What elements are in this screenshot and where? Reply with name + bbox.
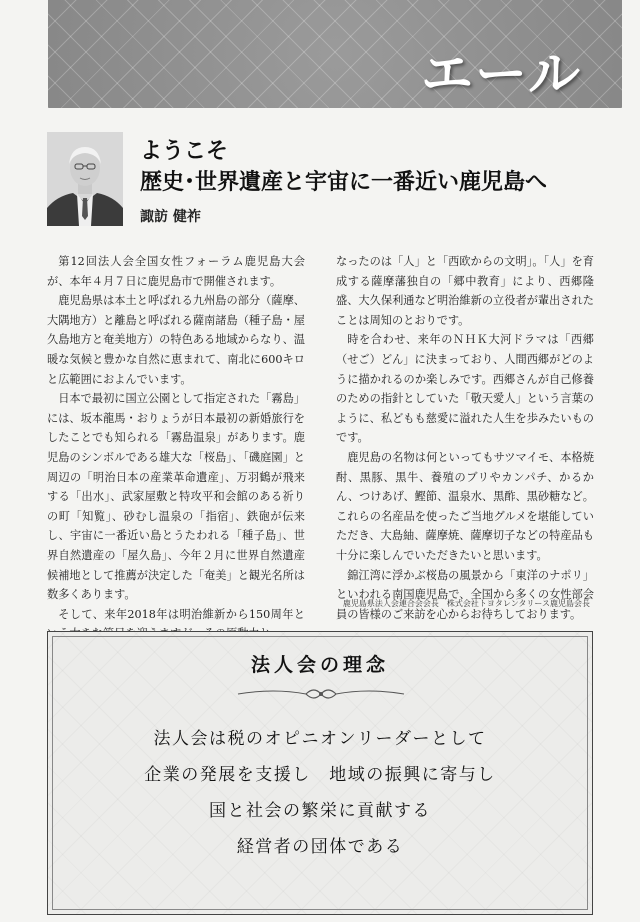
ornament-divider-icon	[234, 684, 408, 704]
paragraph: 鹿児島県は本土と呼ばれる九州島の部分（薩摩、大隅地方）と離島と呼ばれる薩南諸島（種子島・屋久島地方と奄美地方）の特色ある地域からなり、温暖な気候と豊かな自然に恵まれて、南北に600キロと広範囲におよんでいます。	[47, 294, 305, 386]
philosophy-line: 経営者の団体である	[236, 837, 404, 857]
article-column-right	[336, 252, 594, 624]
philosophy-title: 法人会の理念	[250, 654, 389, 676]
header-title: エール	[421, 45, 582, 105]
paragraph: 鹿児島の名物は何といってもサツマイモ、本格焼酎、黒豚、黒牛、養殖のブリやカンパチ、かるかん、つけあげ、鰹節、温泉水、黒酢、黒砂糖など。これらの名産品を使ったご当地グルメを堪能していただき、大島紬、薩摩焼、薩摩切子などの特産品も十分に楽しんでいただきたいと思います。	[336, 450, 594, 562]
philosophy-box	[47, 631, 593, 915]
article-column-left	[47, 252, 305, 644]
header-banner	[48, 0, 622, 108]
paragraph: 日本で最初に国立公園として指定された「霧島」には、坂本龍馬・おりょうが日本最初の新婚旅行をしたことでも知られる「霧島温泉」があります。鹿児島のシンボルである雄大な「桜島」、「磯庭園」と周辺の「明治日本の産業革命遺産」、万羽鶴が飛来する「出水」、武家屋敷と特攻平和会館のある祈りの町「知覧」、砂むし温泉の「指宿」、鉄砲が伝来し、宇宙に一番近い島とうたわれる「種子島」、世界自然遺産の「屋久島」、今年２月に世界自然遺産候補地として推薦が決定した「奄美」と観光名所は数多くあります。	[47, 392, 305, 602]
author-affiliation: 鹿児島県法人会連合会会長 株式会社トヨタレンタリース鹿児島会長	[342, 599, 590, 608]
portrait-image	[47, 132, 123, 226]
author-name: 諏訪 健祚	[140, 209, 201, 225]
paragraph: 錦江湾に浮かぶ桜島の風景から「東洋のナポリ」といわれる南国鹿児島で、全国から多くの女性部会員の皆様のご来訪を心からお待ちしております。	[336, 568, 594, 621]
article-title-line1: ようこそ	[140, 138, 229, 164]
paragraph: そして、来年2018年は明治維新から150周年と	[58, 607, 305, 621]
philosophy-line: 法人会は税のオピニオンリーダーとして	[153, 729, 487, 749]
philosophy-line: 国と社会の繁栄に貢献する	[209, 801, 431, 821]
author-photo	[47, 132, 123, 226]
paragraph: 第12回法人会全国女性フォーラム鹿児島大会が、本年４月７日に鹿児島市で開催されます。	[47, 255, 305, 288]
paragraph: 時を合わせ、来年のＮＨＫ大河ドラマは「西郷（せご）どん」に決まっており、人間西郷がどのように描かれるのか楽しみです。西郷さんが自己修養のための指針としていた「敬天愛人」という言葉のように、私どもも慈愛に溢れた人生を歩みたいものです。	[336, 333, 594, 445]
philosophy-line: 企業の発展を支援し 地域の振興に寄与し	[144, 765, 496, 785]
paragraph: なったのは「人」と「西欧からの文明」。「人」を育成する薩摩藩独自の「郷中教育」により、西郷隆盛、大久保利通など明治維新の立役者が輩出されたことは周知のとおりです。	[336, 255, 594, 327]
article-title-line2: 歴史･世界遺産と宇宙に一番近い鹿児島へ	[140, 169, 548, 195]
